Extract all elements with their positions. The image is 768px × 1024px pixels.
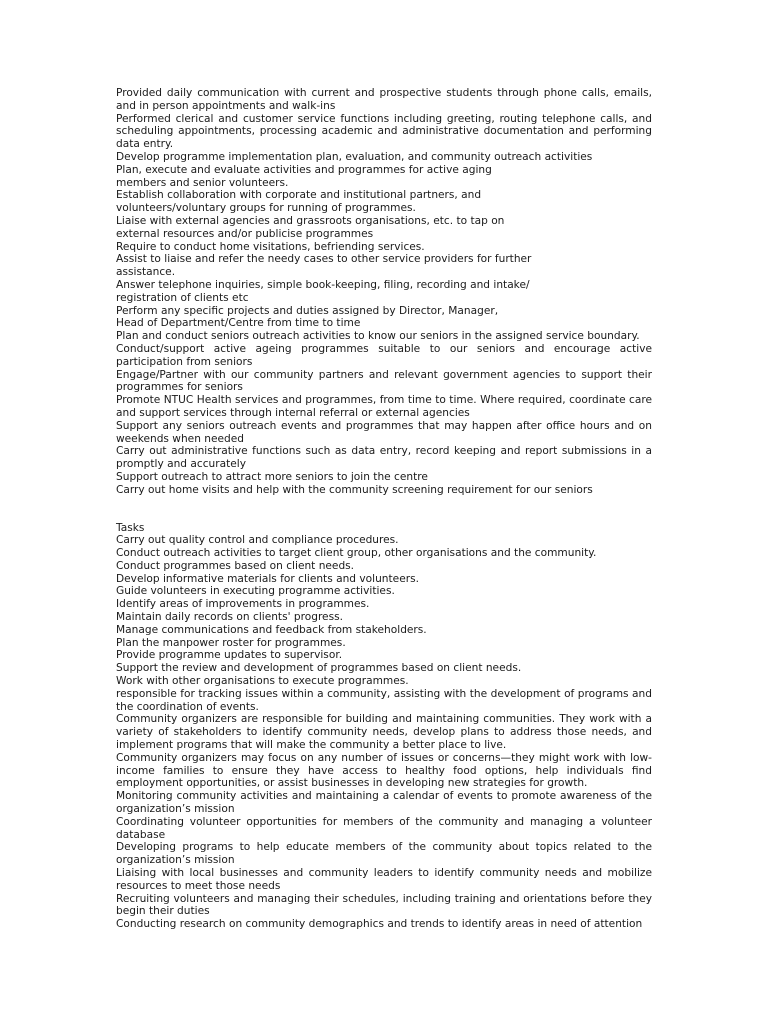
- task-line: Provide programme updates to supervisor.: [116, 649, 343, 662]
- responsibility-line: Provided daily communication with current and prospective students through phone calls, emails, and in person appointments and walk-ins: [116, 87, 652, 112]
- task-line: Tasks: [116, 521, 145, 534]
- task-line: Liaising with local businesses and community leaders to identify community needs and mobilize resources to meet those needs: [116, 867, 652, 892]
- task-line: Community organizers are responsible for building and maintaining communities. They work with a variety of stakeholders to identify community needs, develop plans to address those needs, and implement programs that will make the community a better place to live.: [116, 713, 652, 752]
- responsibility-line: Carry out home visits and help with the community screening requirement for our seniors: [116, 483, 593, 496]
- task-line: Work with other organisations to execute programmes.: [116, 675, 409, 688]
- task-line: Carry out quality control and compliance procedures.: [116, 534, 399, 547]
- responsibility-line: external resources and/or publicise programmes: [116, 227, 374, 240]
- responsibility-line: Support any seniors outreach events and programmes that may happen after office hours and on weekends when needed: [116, 419, 652, 445]
- responsibility-line: Head of Department/Centre from time to time: [116, 317, 361, 330]
- responsibility-line: members and senior volunteers.: [116, 176, 289, 189]
- responsibility-line: Assist to liaise and refer the needy cases to other service providers for further: [116, 253, 532, 266]
- responsibility-line: Support outreach to attract more seniors to join the centre: [116, 470, 428, 483]
- tasks-section: [116, 522, 652, 932]
- task-line: Community organizers may focus on any number of issues or concerns—they might work with low-income families to ensure they have access to healthy food options, help individuals find employment opportunities, or assist businesses in developing new strategies for growth.: [116, 751, 652, 790]
- task-line: Coordinating volunteer opportunities for members of the community and managing a volunteer database: [116, 815, 652, 841]
- task-line: Developing programs to help educate members of the community about topics related to the organization’s mission: [116, 841, 652, 867]
- section-gap: [116, 497, 652, 522]
- responsibility-line: Plan and conduct seniors outreach activities to know our seniors in the assigned service boundary.: [116, 330, 640, 343]
- task-line: Conduct programmes based on client needs.: [116, 559, 355, 572]
- task-line: Plan the manpower roster for programmes.: [116, 636, 346, 649]
- responsibility-line: Engage/Partner with our community partners and relevant government agencies to support their programmes for seniors: [116, 368, 652, 394]
- responsibilities-section: [116, 87, 652, 497]
- responsibility-line: Develop programme implementation plan, evaluation, and community outreach activities: [116, 150, 593, 163]
- responsibility-line: Establish collaboration with corporate and institutional partners, and: [116, 189, 482, 202]
- task-line: Monitoring community activities and maintaining a calendar of events to promote awareness of the organization’s mission: [116, 790, 652, 816]
- responsibility-line: Answer telephone inquiries, simple book-keeping, filing, recording and intake/: [116, 278, 530, 291]
- responsibility-line: Require to conduct home visitations, befriending services.: [116, 240, 425, 253]
- responsibility-line: Liaise with external agencies and grassroots organisations, etc. to tap on: [116, 214, 505, 227]
- responsibility-line: Conduct/support active ageing programmes suitable to our seniors and encourage active participation from seniors: [116, 342, 652, 368]
- task-line: Guide volunteers in executing programme activities.: [116, 585, 395, 598]
- document-page: [116, 87, 652, 931]
- task-line: Support the review and development of programmes based on client needs.: [116, 662, 522, 675]
- task-line: Conducting research on community demographics and trends to identify areas in need of attention: [116, 918, 643, 931]
- responsibility-line: registration of clients etc: [116, 291, 249, 304]
- responsibility-line: Promote NTUC Health services and programmes, from time to time. Where required, coordinate care and support services through internal referral or external agencies: [116, 394, 652, 419]
- task-line: Identify areas of improvements in programmes.: [116, 598, 370, 611]
- responsibility-line: assistance.: [116, 266, 176, 279]
- task-line: Manage communications and feedback from stakeholders.: [116, 623, 427, 636]
- responsibility-line: Carry out administrative functions such as data entry, record keeping and report submissions in a promptly and accurately: [116, 445, 652, 471]
- task-line: Recruiting volunteers and managing their schedules, including training and orientations before they begin their duties: [116, 892, 652, 918]
- responsibility-line: volunteers/voluntary groups for running of programmes.: [116, 202, 416, 215]
- responsibility-line: Plan, execute and evaluate activities and programmes for active aging: [116, 163, 492, 176]
- task-line: Maintain daily records on clients' progress.: [116, 611, 343, 624]
- responsibility-line: Performed clerical and customer service functions including greeting, routing telephone calls, and scheduling appointments, processing academic and administrative documentation and performing data entry.: [116, 112, 652, 151]
- task-line: responsible for tracking issues within a community, assisting with the development of programs and the coordination of events.: [116, 687, 652, 713]
- responsibility-line: Perform any specific projects and duties assigned by Director, Manager,: [116, 304, 499, 317]
- task-line: Conduct outreach activities to target client group, other organisations and the community.: [116, 547, 597, 560]
- task-line: Develop informative materials for clients and volunteers.: [116, 572, 419, 585]
